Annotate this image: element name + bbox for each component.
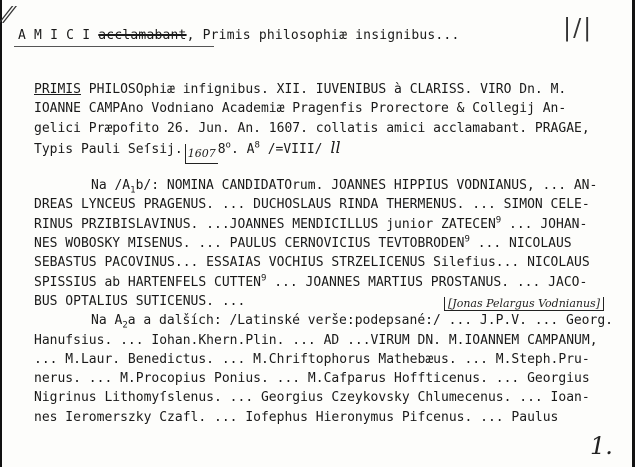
further-line-3: ... M.Laur. Benedictus. ... M.Chriftophorus Mathebæus. ... M.Steph.Pru- [34, 351, 590, 367]
further-line-1: Na $A_2a$ a dalších: /Latinské verše:podepsané:/ ... J.P.V. ... Georg. [91, 313, 613, 331]
title-first-word: PRIMIS [34, 82, 81, 97]
card-left-edge [0, 0, 2, 467]
header-underline [14, 46, 214, 47]
handwritten-ll: ll [330, 137, 341, 157]
header-struck-word: acclamabant [98, 28, 187, 43]
handwritten-year: 1607 [185, 144, 218, 164]
contents-line-7: BUS OPTALIUS SUTICENUS. ... [34, 293, 246, 309]
further-line-4: nerus. ... M.Procopius Ponius. ... M.Cafparus Hoffticenus. ... Georgius [34, 371, 590, 387]
contents-line-3: RINUS PRZIBISLAVINUS. ...JOANNES MENDICILLUS junior ZATECEN$^9$ ... JOHAN- [34, 215, 588, 232]
title-line-1: PRIMIS PHILOSOphiæ infignibus. XII. IUVENIBUS à CLARISS. VIRO Dn. M. [34, 82, 567, 97]
page-number: 1. [590, 432, 613, 460]
contents-line-6: SPISSIUS ab HARTENFELS CUTTEN$^9$ ... JOANNES MARTIUS PROSTANUS. ... JACO- [34, 273, 588, 290]
contents-line-5: SEBASTUS PACOVINUS... ESSAIAS VOCHIUS STRZELICENUS Silefius... NICOLAUS [34, 255, 590, 271]
card-body [34, 80, 624, 427]
card-header [18, 28, 460, 43]
further-line-5: Nigrinus Lithomyſslenus. ... Georgius Czeykovsky Chlumecenus. ... Ioan- [34, 390, 590, 406]
imprint-line: Typis Pauli Seſsij. 1607 8$^o$. $A^8$ /=VIII/ ll [34, 138, 624, 157]
handwritten-corner-mark: ⁄⁄ [4, 4, 12, 29]
handwritten-top-mark: |/| [563, 14, 594, 42]
contents-line-1: Na $/A_1b/$: NOMINA CANDIDATOrum. JOANNES HIPPIUS VODNIANUS, ... AN- [91, 178, 598, 196]
further-line-6: nes Ieromerszky Czafl. ... Iofephus Hieronymus Pifcenus. ... Paulus [34, 409, 559, 425]
title-line-3: gelici Præpofito 26. Jun. An. 1607. collatis amici acclamabant. PRAGAE, [34, 120, 590, 136]
title-line-2: IOANNE CAMPAno Vodniano Academiæ Pragenfis Prorectore & Collegij An- [34, 101, 567, 117]
header-prefix: A M I C I [18, 28, 99, 43]
contents-line-2: DREAS LYNCEUS PRAGENUS. ... DUCHOSLAUS RINDA THERMENUS. ... SIMON CELE- [34, 197, 590, 213]
further-line-2: Hanufsius. ... Iohan.Khern.Plin. ... AD ...VIRUM DN. M.IOANNEM CAMPANUM, [34, 332, 598, 348]
handwritten-bracket-note: [Jonas Pelargus Vodnianus] [444, 297, 604, 311]
header-rest: , Primis philosophiæ insignibus... [186, 28, 460, 43]
contents-line-4: NES WOBOSKY MISENUS. ... PAULUS CERNOVICIUS TEVTOBRODEN$^9$ ... NICOLAUS [34, 234, 572, 252]
